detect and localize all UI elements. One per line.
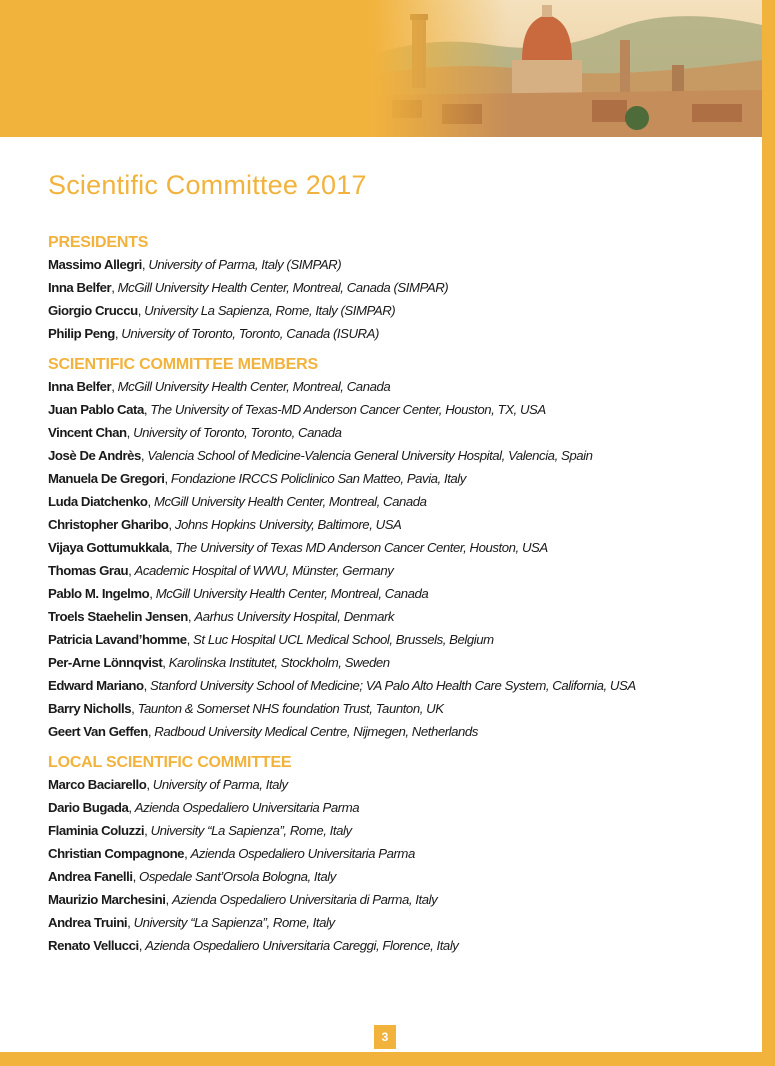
member-entry xyxy=(48,253,748,276)
member-name: Marco Baciarello xyxy=(48,777,147,792)
member-name: Vijaya Gottumukkala xyxy=(48,540,169,555)
separator: , xyxy=(164,471,171,486)
separator: , xyxy=(111,280,118,295)
separator: , xyxy=(131,701,138,716)
member-affiliation: Azienda Ospedaliero Universitaria di Parma, Italy xyxy=(171,892,438,907)
member-entry xyxy=(48,865,748,888)
committee-section xyxy=(48,233,748,345)
member-entry xyxy=(48,444,748,467)
member-entry xyxy=(48,536,748,559)
member-entry xyxy=(48,375,748,398)
member-name: Maurizio Marchesini xyxy=(48,892,166,907)
separator: , xyxy=(162,655,169,670)
member-affiliation: University of Parma, Italy xyxy=(152,777,288,792)
member-name: Luda Diatchenko xyxy=(48,494,148,509)
separator: , xyxy=(114,326,122,341)
member-name: Andrea Truini xyxy=(48,915,128,930)
separator: , xyxy=(132,869,140,884)
separator: , xyxy=(149,586,156,601)
member-name: Josè De Andrès xyxy=(48,448,141,463)
member-entry xyxy=(48,582,748,605)
member-affiliation: The University of Texas-MD Anderson Cancer Center, Houston, TX, USA xyxy=(150,402,546,417)
separator: , xyxy=(147,494,154,509)
member-name: Massimo Allegri xyxy=(48,257,142,272)
separator: , xyxy=(141,257,149,272)
member-name: Juan Pablo Cata xyxy=(48,402,144,417)
member-entry xyxy=(48,276,748,299)
separator: , xyxy=(128,800,135,815)
separator: , xyxy=(144,823,151,838)
member-entry xyxy=(48,934,748,957)
member-affiliation: Radboud University Medical Centre, Nijmegen, Netherlands xyxy=(154,724,478,739)
member-affiliation: Ospedale Sant’Orsola Bologna, Italy xyxy=(139,869,336,884)
member-entry xyxy=(48,819,748,842)
member-affiliation: St Luc Hospital UCL Medical School, Brussels, Belgium xyxy=(193,632,494,647)
member-name: Troels Staehelin Jensen xyxy=(48,609,188,624)
section-heading: SCIENTIFIC COMMITTEE MEMBERS xyxy=(48,356,318,373)
separator: , xyxy=(168,517,175,532)
member-affiliation: McGill University Health Center, Montreal, Canada (SIMPAR) xyxy=(117,280,449,295)
member-affiliation: Johns Hopkins University, Baltimore, USA xyxy=(174,517,402,532)
member-name: Christian Compagnone xyxy=(48,846,185,861)
committee-content xyxy=(48,233,748,967)
member-name: Renato Vellucci xyxy=(48,938,139,953)
member-entry xyxy=(48,322,748,345)
separator: , xyxy=(146,777,153,792)
member-affiliation: McGill University Health Center, Montreal, Canada xyxy=(117,379,391,394)
separator: , xyxy=(147,724,155,739)
florence-skyline-image xyxy=(372,0,762,137)
member-entry xyxy=(48,773,748,796)
member-affiliation: University La Sapienza, Rome, Italy (SIMPAR) xyxy=(144,303,396,318)
member-affiliation: Stanford University School of Medicine; VA Palo Alto Health Care System, California, USA xyxy=(150,678,636,693)
member-entry xyxy=(48,398,748,421)
member-entry xyxy=(48,513,748,536)
member-affiliation: University of Parma, Italy (SIMPAR) xyxy=(148,257,342,272)
separator: , xyxy=(165,892,172,907)
separator: , xyxy=(140,448,148,463)
member-entry xyxy=(48,674,748,697)
section-heading: PRESIDENTS xyxy=(48,234,149,251)
member-entry xyxy=(48,888,748,911)
member-name: Thomas Grau xyxy=(48,563,129,578)
separator: , xyxy=(143,678,150,693)
member-entry xyxy=(48,796,748,819)
member-name: Giorgio Cruccu xyxy=(48,303,138,318)
member-name: Edward Mariano xyxy=(48,678,144,693)
member-affiliation: University “La Sapienza”, Rome, Italy xyxy=(133,915,335,930)
member-affiliation: McGill University Health Center, Montreal, Canada xyxy=(155,586,429,601)
member-affiliation: University of Toronto, Toronto, Canada xyxy=(133,425,342,440)
separator: , xyxy=(186,632,194,647)
member-affiliation: University “La Sapienza”, Rome, Italy xyxy=(150,823,352,838)
member-affiliation: Valencia School of Medicine-Valencia General University Hospital, Valencia, Spain xyxy=(147,448,593,463)
separator: , xyxy=(168,540,176,555)
member-entry xyxy=(48,299,748,322)
member-entry xyxy=(48,911,748,934)
separator: , xyxy=(143,402,151,417)
separator: , xyxy=(138,938,146,953)
member-name: Andrea Fanelli xyxy=(48,869,133,884)
member-affiliation: University of Toronto, Toronto, Canada (ISURA) xyxy=(121,326,379,341)
separator: , xyxy=(126,425,134,440)
separator: , xyxy=(128,563,135,578)
member-affiliation: McGill University Health Center, Montreal, Canada xyxy=(153,494,427,509)
member-affiliation: Academic Hospital of WWU, Münster, Germany xyxy=(134,563,394,578)
member-name: Per-Arne Lönnqvist xyxy=(48,655,163,670)
member-entry xyxy=(48,605,748,628)
separator: , xyxy=(137,303,145,318)
member-entry xyxy=(48,628,748,651)
committee-section xyxy=(48,355,748,743)
separator: , xyxy=(111,379,118,394)
member-name: Pablo M. Ingelmo xyxy=(48,586,150,601)
member-name: Philip Peng xyxy=(48,326,115,341)
member-name: Inna Belfer xyxy=(48,280,112,295)
separator: , xyxy=(127,915,134,930)
member-affiliation: Karolinska Institutet, Stockholm, Sweden xyxy=(168,655,390,670)
member-entry xyxy=(48,720,748,743)
member-entry xyxy=(48,559,748,582)
member-entry xyxy=(48,467,748,490)
member-entry xyxy=(48,490,748,513)
member-entry xyxy=(48,421,748,444)
member-name: Christopher Gharibo xyxy=(48,517,169,532)
member-affiliation: Azienda Ospedaliero Universitaria Careggi, Florence, Italy xyxy=(145,938,459,953)
member-affiliation: The University of Texas MD Anderson Cancer Center, Houston, USA xyxy=(175,540,548,555)
section-heading: LOCAL SCIENTIFIC COMMITTEE xyxy=(48,754,292,771)
member-name: Barry Nicholls xyxy=(48,701,132,716)
member-name: Vincent Chan xyxy=(48,425,127,440)
separator: , xyxy=(187,609,195,624)
member-affiliation: Taunton & Somerset NHS foundation Trust, Taunton, UK xyxy=(137,701,444,716)
member-affiliation: Azienda Ospedaliero Universitaria Parma xyxy=(190,846,415,861)
member-entry xyxy=(48,842,748,865)
page-number: 3 xyxy=(374,1025,396,1049)
member-affiliation: Fondazione IRCCS Policlinico San Matteo, Pavia, Italy xyxy=(170,471,466,486)
member-name: Manuela De Gregori xyxy=(48,471,165,486)
member-entry xyxy=(48,651,748,674)
member-name: Dario Bugada xyxy=(48,800,129,815)
member-affiliation: Aarhus University Hospital, Denmark xyxy=(194,609,395,624)
member-name: Geert Van Geffen xyxy=(48,724,148,739)
header-banner xyxy=(0,0,762,137)
separator: , xyxy=(184,846,191,861)
member-affiliation: Azienda Ospedaliero Universitaria Parma xyxy=(134,800,360,815)
member-name: Patricia Lavand’homme xyxy=(48,632,187,647)
member-name: Flaminia Coluzzi xyxy=(48,823,145,838)
member-name: Inna Belfer xyxy=(48,379,112,394)
committee-section xyxy=(48,753,748,957)
member-entry xyxy=(48,697,748,720)
page-title: Scientific Committee 2017 xyxy=(48,170,367,200)
